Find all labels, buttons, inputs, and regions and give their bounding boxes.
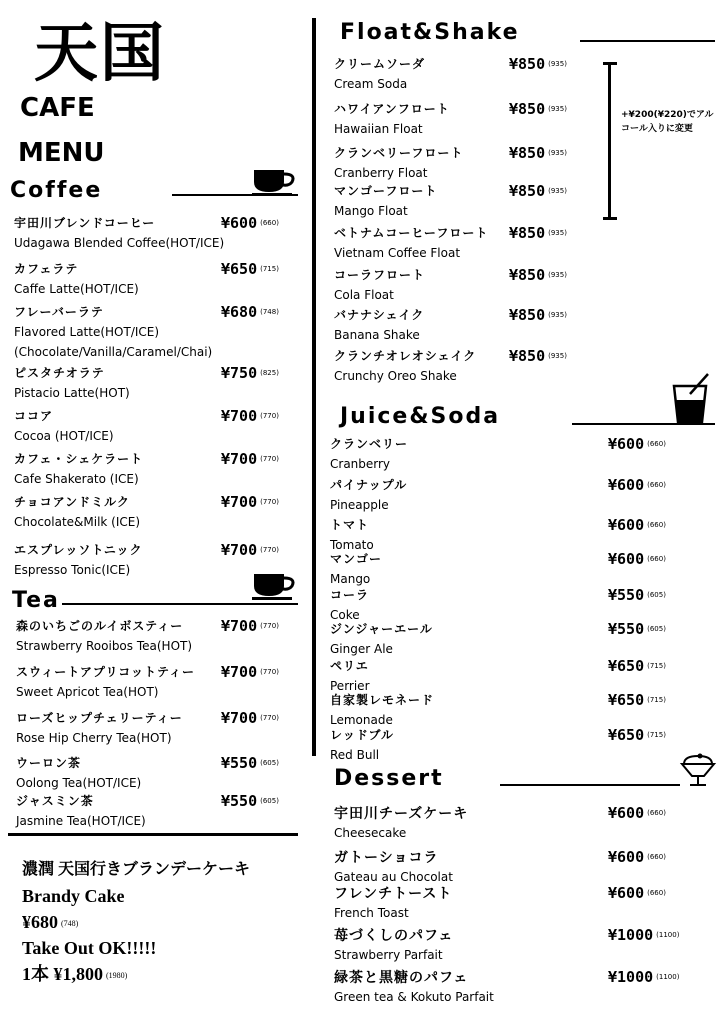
tea-item-price [221,794,279,809]
tea-item-price-tax: (770) [260,714,279,722]
alcohol-bracket [603,62,617,220]
brandy-line-4: Take Out OK!!!!! [22,938,157,958]
juice-item-jp: トマト [330,518,370,532]
juice-item-price-tax: (715) [647,731,666,739]
dessert-item-price-value: ¥600 [608,804,645,822]
coffee-item-jp: ココア [14,409,54,423]
float-item [334,184,594,224]
juice-item [330,622,715,662]
juice-item-price-tax: (605) [647,625,666,633]
coffee-item-price-tax: (660) [260,219,279,227]
coffee-item-jp: カフェラテ [14,262,79,276]
float-item-price-tax: (935) [548,311,567,319]
tea-item-price [221,756,279,771]
juice-item [330,728,715,768]
float-item-price-value: ¥850 [509,182,546,200]
coffee-item [14,303,304,359]
float-item-jp: ベトナムコーヒーフロート [334,226,489,240]
float-item-en: Hawaiian Float [334,122,423,136]
dessert-item-price [608,928,679,943]
dessert-item-price-tax: (660) [647,809,666,817]
dessert-item-price-value: ¥600 [608,848,645,866]
juice-item-price-tax: (605) [647,591,666,599]
tea-item-price-tax: (770) [260,668,279,676]
juice-item-en: Ginger Ale [330,642,393,656]
juice-item-en: Mango [330,572,371,586]
juice-item-en: Lemonade [330,713,393,727]
soda-glass-icon [668,372,712,428]
float-item-price [509,102,567,117]
juice-item-jp: コーラ [330,588,370,602]
juice-item-price-tax: (660) [647,521,666,529]
brandy-line-1: 濃潤 天国行きブランデーケーキ [22,861,251,878]
tea-item-en: Jasmine Tea(HOT/ICE) [16,814,146,828]
coffee-item-price-value: ¥680 [221,303,258,321]
float-item [334,102,594,142]
juice-item-jp: マンゴー [330,552,383,566]
juice-item-price-tax: (715) [647,662,666,670]
coffee-item-price [221,216,279,231]
float-item-price-value: ¥850 [509,100,546,118]
float-item [334,57,594,97]
float-item [334,226,594,266]
coffee-item-jp: 宇田川ブレンドコーヒー [14,216,156,230]
float-item-price-tax: (935) [548,149,567,157]
juice-item-en: Tomato [330,538,374,552]
tea-item [16,756,306,796]
float-item-price-tax: (935) [548,229,567,237]
brandy-bottle-price: 1本 ¥1,800 [22,964,103,984]
dessert-item-jp: 緑茶と黒糖のパフェ [334,970,469,986]
dessert-item-price [608,970,679,985]
juice-item-price-value: ¥550 [608,620,645,638]
juice-item-price-value: ¥550 [608,586,645,604]
float-item-price [509,268,567,283]
dessert-item-en: Strawberry Parfait [334,948,443,962]
juice-item-price-value: ¥600 [608,550,645,568]
coffee-item-jp: カフェ・シェケラート [14,452,144,466]
coffee-item-price [221,366,279,381]
float-item-en: Mango Float [334,204,408,218]
float-item-en: Cranberry Float [334,166,428,180]
brandy-price-value: ¥680 [22,912,58,932]
logo-title: 天国 [34,17,166,91]
dessert-item-price-tax: (660) [647,853,666,861]
float-item-price-value: ¥850 [509,266,546,284]
coffee-item-en: Chocolate&Milk (ICE) [14,515,141,529]
tea-item-price-value: ¥550 [221,792,258,810]
juice-item-price-value: ¥600 [608,476,645,494]
juice-item-price-value: ¥600 [608,435,645,453]
float-item-jp: クリームソーダ [334,57,426,71]
juice-item-jp: ジンジャーエール [330,622,433,636]
coffee-item-price-value: ¥700 [221,450,258,468]
dessert-rule [500,784,680,786]
float-item-price-value: ¥850 [509,144,546,162]
alcohol-note: +¥200(¥220)でアルコール入りに変更 [621,110,714,134]
dessert-item-jp: ガトーショコラ [334,850,439,866]
float-item-price-tax: (935) [548,60,567,68]
float-item-price-value: ¥850 [509,306,546,324]
coffee-item-en: Espresso Tonic(ICE) [14,563,131,577]
tea-item-jp: 森のいちごのルイボスティー [16,619,184,633]
float-item [334,349,594,389]
dessert-item-en: Gateau au Chocolat [334,870,453,884]
coffee-item-jp: エスプレッソトニック [14,543,143,557]
float-item-price-value: ¥850 [509,347,546,365]
juice-item-en: Coke [330,608,360,622]
coffee-item-jp: フレーバーラテ [14,305,104,319]
juice-item-price-value: ¥650 [608,657,645,675]
float-item-price-value: ¥850 [509,224,546,242]
coffee-item-price-tax: (770) [260,498,279,506]
juice-item-jp: 自家製レモネード [330,693,435,707]
float-item-en: Cream Soda [334,77,408,91]
coffee-item-price-tax: (770) [260,546,279,554]
dessert-item-jp: フレンチトースト [334,886,453,902]
float-item-jp: マンゴーフロート [334,184,438,198]
float-item [334,146,594,186]
coffee-item-price-value: ¥700 [221,407,258,425]
juice-item-price-value: ¥650 [608,726,645,744]
dessert-item-jp: 苺づくしのパフェ [334,928,454,944]
coffee-item-price [221,452,279,467]
float-item-jp: クランベリーフロート [334,146,464,160]
juice-item-price [608,478,666,493]
tea-item-price [221,665,279,680]
coffee-item-en: Cafe Shakerato (ICE) [14,472,139,486]
dessert-item [334,886,719,926]
float-item-price [509,57,567,72]
float-item-price-tax: (935) [548,105,567,113]
dessert-item-price-tax: (1100) [656,973,680,981]
tea-cup-icon [252,572,298,604]
juice-item-en: Pineapple [330,498,389,512]
juice-item [330,437,715,477]
tea-item-jp: ジャスミン茶 [16,794,94,808]
float-rule [580,40,715,42]
tea-item-price-value: ¥550 [221,754,258,772]
float-item [334,268,594,308]
float-item-price [509,349,567,364]
float-item-jp: ハワイアンフロート [334,102,450,116]
juice-item-price-tax: (660) [647,440,666,448]
juice-item-en: Perrier [330,679,370,693]
brandy-bottle-tax: (1980) [106,970,128,980]
juice-item [330,478,715,518]
juice-item-price [608,693,666,708]
tea-item-en: Oolong Tea(HOT/ICE) [16,776,142,790]
float-title: Float&Shake [340,20,520,45]
dessert-item [334,850,719,890]
float-item-en: Banana Shake [334,328,420,342]
juice-item-jp: ペリエ [330,659,369,673]
column-divider [312,18,316,756]
logo-menu: MENU [18,138,105,168]
tea-item-price-value: ¥700 [221,663,258,681]
juice-item-price [608,659,666,674]
tea-item-jp: スウィートアプリコットティー [16,665,196,679]
tea-item-jp: ウーロン茶 [16,756,82,770]
coffee-item-en: Udagawa Blended Coffee(HOT/ICE) [14,236,225,250]
coffee-item-price-value: ¥650 [221,260,258,278]
coffee-item-price-value: ¥700 [221,541,258,559]
float-item-price-tax: (935) [548,271,567,279]
juice-item-jp: パイナップル [330,478,408,492]
juice-item-jp: クランベリー [330,437,409,451]
float-item-price [509,146,567,161]
juice-item-en: Red Bull [330,748,380,762]
juice-item-price [608,588,666,603]
juice-item-price-value: ¥650 [608,691,645,709]
tea-item-price-value: ¥700 [221,709,258,727]
coffee-item-price [221,409,279,424]
brandy-top-rule [8,833,298,836]
dessert-item [334,970,719,1010]
brandy-line-2: Brandy Cake [22,886,125,906]
dessert-item-price-tax: (1100) [656,931,680,939]
coffee-title: Coffee [10,178,103,203]
coffee-item [14,366,304,406]
dessert-item-price [608,850,666,865]
coffee-item-price-value: ¥600 [221,214,258,232]
coffee-item-price-tax: (825) [260,369,279,377]
juice-item-price-tax: (660) [647,555,666,563]
coffee-cup-icon [252,168,298,200]
tea-item-price-tax: (770) [260,622,279,630]
float-item-price [509,184,567,199]
float-item-en: Vietnam Coffee Float [334,246,461,260]
coffee-item [14,452,304,492]
float-item-price-value: ¥850 [509,55,546,73]
float-item-price [509,226,567,241]
dessert-item-price [608,806,666,821]
coffee-item [14,262,304,302]
coffee-item-en: Flavored Latte(HOT/ICE) [14,325,160,339]
juice-item-price [608,552,666,567]
dessert-item-en: Green tea & Kokuto Parfait [334,990,494,1004]
dessert-item [334,806,719,846]
juice-item-jp: レッドブル [330,728,395,742]
brandy-price [22,910,78,936]
brandy-line-5 [22,962,127,988]
coffee-item-price-tax: (770) [260,412,279,420]
coffee-item-price [221,305,279,320]
coffee-item-price [221,543,279,558]
tea-item-en: Strawberry Rooibos Tea(HOT) [16,639,193,653]
tea-title: Tea [12,588,60,613]
coffee-item-price [221,495,279,510]
coffee-item-price [221,262,279,277]
coffee-item-price-value: ¥700 [221,493,258,511]
float-item-price-tax: (935) [548,187,567,195]
tea-item-price-value: ¥700 [221,617,258,635]
coffee-item-price-tax: (770) [260,455,279,463]
juice-item-price [608,518,666,533]
dessert-item-jp: 宇田川チーズケーキ [334,806,469,822]
coffee-item-price-tax: (715) [260,265,279,273]
juice-item-price [608,622,666,637]
coffee-item-en: Caffe Latte(HOT/ICE) [14,282,139,296]
dessert-item-price-tax: (660) [647,889,666,897]
brandy-price-tax: (748) [61,918,79,928]
dessert-title: Dessert [334,766,444,791]
dessert-item-price-value: ¥600 [608,884,645,902]
coffee-item-price-value: ¥750 [221,364,258,382]
dessert-item-price-value: ¥1000 [608,968,654,986]
juice-item [330,552,715,592]
float-item-price [509,308,567,323]
dessert-item-price-value: ¥1000 [608,926,654,944]
coffee-item [14,409,304,449]
tea-item [16,711,306,751]
juice-item-price-tax: (715) [647,696,666,704]
dessert-item-en: Cheesecake [334,826,407,840]
dessert-item-en: French Toast [334,906,409,920]
dessert-item [334,928,719,968]
tea-item-price-tax: (605) [260,797,279,805]
tea-item-jp: ローズヒップチェリーティー [16,711,183,725]
coffee-item-jp: ピスタチオラテ [14,366,105,380]
logo-cafe: CAFE [20,93,95,123]
parfait-icon [678,752,718,792]
float-item-jp: クランチオレオシェイク [334,349,477,363]
juice-title: Juice&Soda [340,404,501,429]
juice-item-price [608,437,666,452]
coffee-item [14,495,304,535]
coffee-item-price-tax: (748) [260,308,279,316]
juice-item-price-tax: (660) [647,481,666,489]
juice-item [330,693,715,733]
float-item-price-tax: (935) [548,352,567,360]
tea-item [16,619,306,659]
tea-item [16,665,306,705]
float-item-en: Cola Float [334,288,394,302]
coffee-item [14,216,304,256]
tea-item-price [221,711,279,726]
tea-item-price [221,619,279,634]
coffee-item-en: Cocoa (HOT/ICE) [14,429,114,443]
tea-item-en: Sweet Apricot Tea(HOT) [16,685,159,699]
coffee-item-en-sub: (Chocolate/Vanilla/Caramel/Chai) [14,345,213,359]
float-item-en: Crunchy Oreo Shake [334,369,457,383]
float-item-jp: バナナシェイク [334,308,425,322]
tea-item-price-tax: (605) [260,759,279,767]
juice-item-price-value: ¥600 [608,516,645,534]
dessert-item-price [608,886,666,901]
juice-item-price [608,728,666,743]
coffee-item-en: Pistacio Latte(HOT) [14,386,130,400]
float-item-jp: コーラフロート [334,268,426,282]
coffee-item-jp: チョコアンドミルク [14,495,130,509]
juice-item-en: Cranberry [330,457,391,471]
float-item [334,308,594,348]
tea-item-en: Rose Hip Cherry Tea(HOT) [16,731,172,745]
tea-item [16,794,306,834]
